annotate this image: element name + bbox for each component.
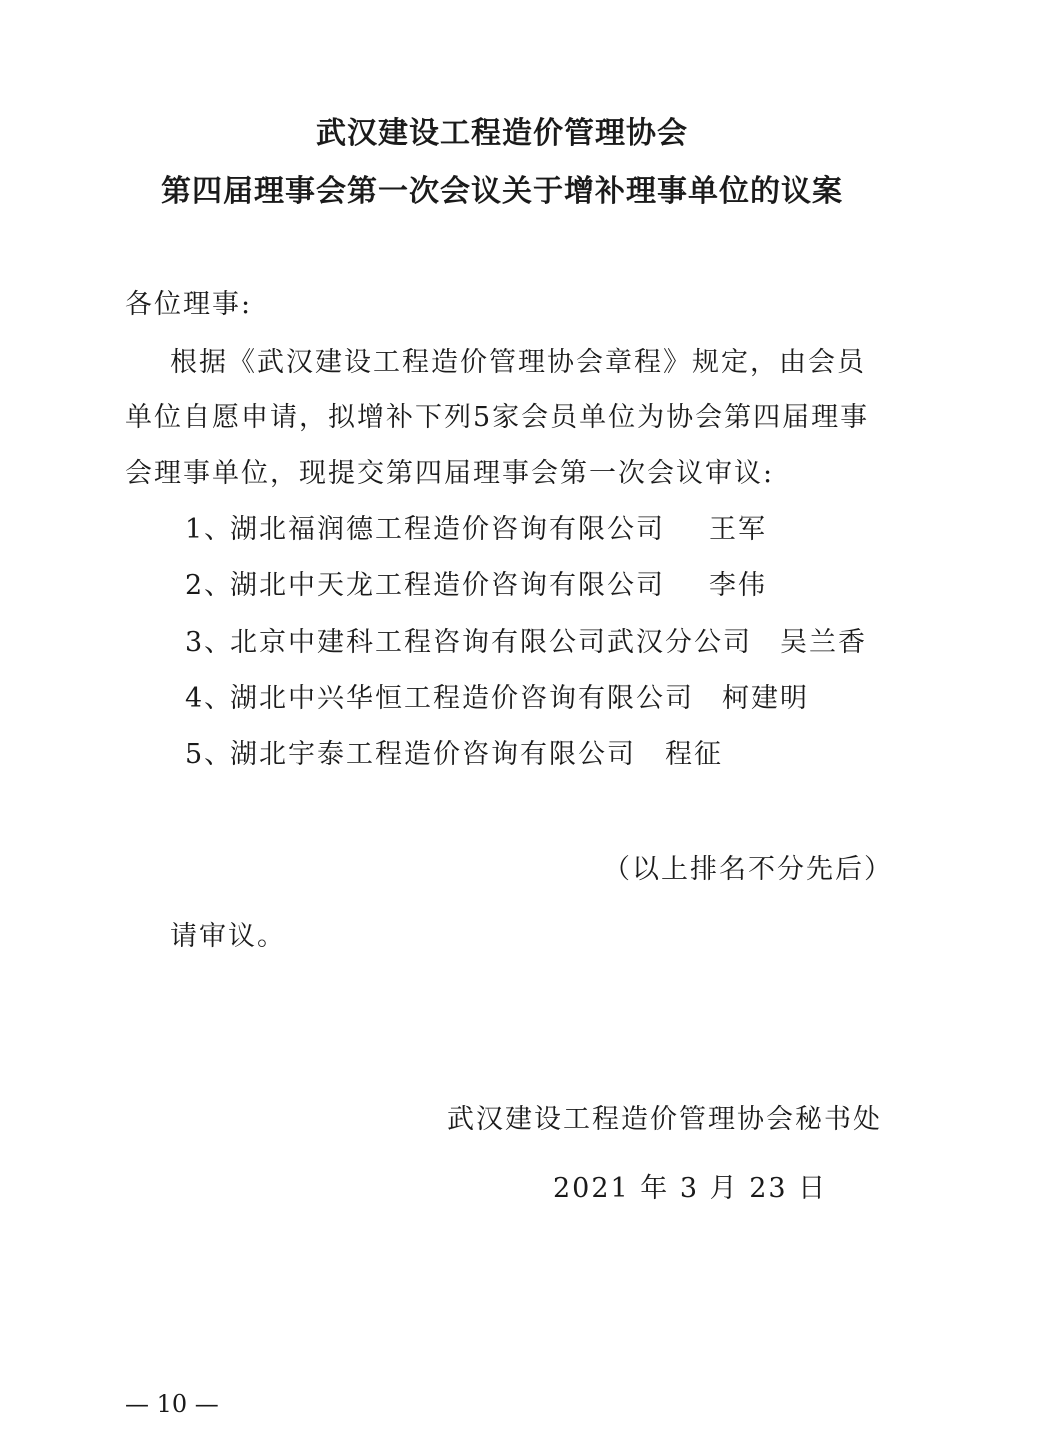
list-item-company: 湖北福润德工程造价咨询有限公司: [230, 514, 665, 545]
page-number: — 10 —: [125, 1390, 219, 1418]
list-item-company: 湖北中天龙工程造价咨询有限公司: [230, 570, 665, 601]
list-item-company: 湖北宇泰工程造价咨询有限公司: [230, 739, 636, 770]
salutation: 各位理事:: [125, 289, 253, 320]
list-item-person: 李伟: [709, 570, 767, 601]
list-item-person: 程征: [665, 739, 723, 770]
list-item-person: 柯建明: [722, 683, 809, 714]
list-item-number: 5、: [185, 739, 234, 770]
document-title-line-1: 武汉建设工程造价管理协会: [316, 116, 688, 151]
ranking-note: （以上排名不分先后）: [603, 854, 893, 885]
closing-request: 请审议。: [170, 921, 286, 952]
list-item-number: 4、: [185, 683, 234, 714]
list-item-company: 北京中建科工程咨询有限公司武汉分公司: [230, 627, 752, 658]
body-paragraph-line-2: 单位自愿申请，拟增补下列5家会员单位为协会第四届理事: [125, 402, 870, 433]
list-item-person: 王军: [709, 514, 767, 545]
document-date: 2021 年 3 月 23 日: [553, 1173, 828, 1204]
list-item-person: 吴兰香: [780, 627, 867, 658]
list-item-number: 1、: [185, 514, 234, 545]
list-item-number: 2、: [185, 570, 234, 601]
list-item-number: 3、: [185, 627, 234, 658]
list-item-company: 湖北中兴华恒工程造价咨询有限公司: [230, 683, 694, 714]
document-title-line-2: 第四届理事会第一次会议关于增补理事单位的议案: [161, 174, 843, 209]
body-paragraph-line-3: 会理事单位，现提交第四届理事会第一次会议审议:: [125, 458, 775, 489]
signer: 武汉建设工程造价管理协会秘书处: [447, 1104, 882, 1135]
body-paragraph-line-1: 根据《武汉建设工程造价管理协会章程》规定，由会员: [170, 347, 866, 378]
